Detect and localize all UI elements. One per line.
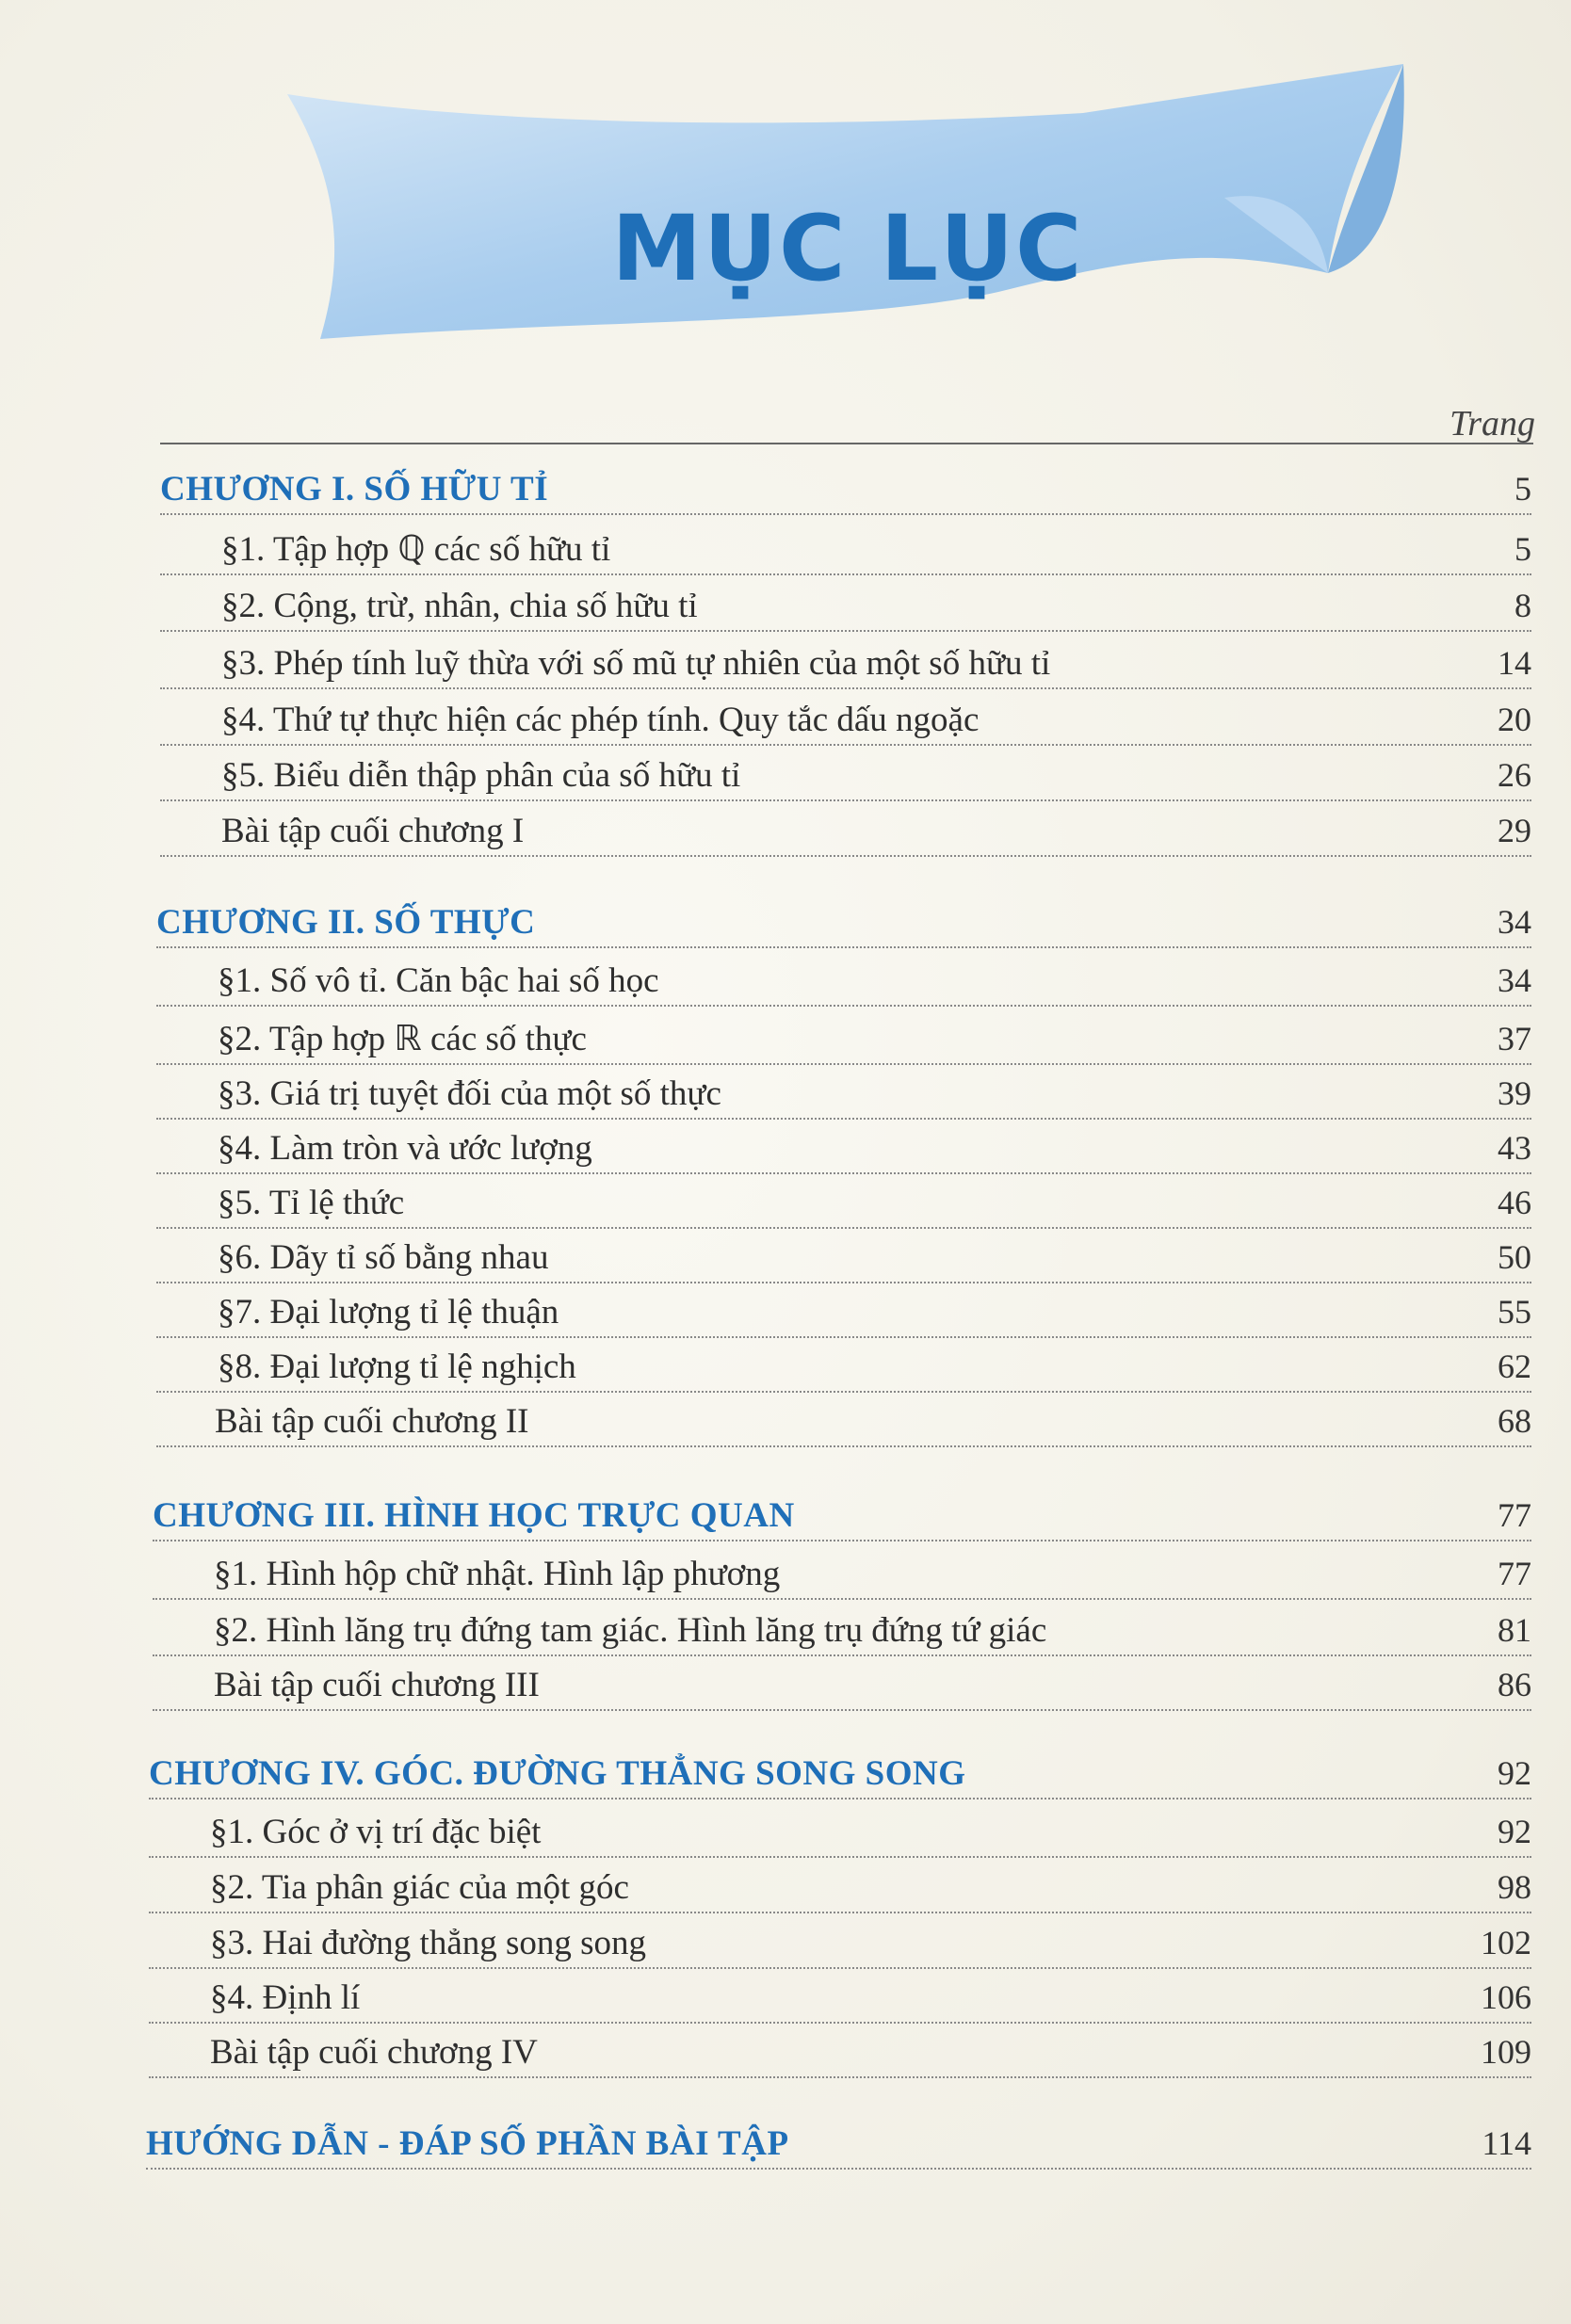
toc-section[interactable]	[160, 755, 1531, 801]
section-title: §3. Giá trị tuyệt đối của một số thực	[218, 1074, 721, 1113]
toc-chapter[interactable]	[160, 469, 1531, 515]
toc-section[interactable]	[149, 1923, 1531, 1969]
toc-chapter[interactable]	[153, 1495, 1531, 1541]
toc-chapter[interactable]	[149, 1753, 1531, 1799]
page-number: 43	[1498, 1129, 1531, 1167]
section-title: §2. Tập hợp ℝ các số thực	[218, 1020, 587, 1058]
toc-section[interactable]	[156, 1073, 1531, 1120]
page-number: 62	[1498, 1348, 1531, 1385]
page-column-label: Trang	[1450, 404, 1535, 444]
page-number: 86	[1498, 1666, 1531, 1703]
toc-section[interactable]	[160, 811, 1531, 857]
page-number: 37	[1498, 1020, 1531, 1057]
toc-section[interactable]	[149, 2032, 1531, 2078]
page-number: 46	[1498, 1184, 1531, 1221]
section-title: Bài tập cuối chương IV	[210, 2033, 538, 2072]
section-title: §1. Hình hộp chữ nhật. Hình lập phương	[214, 1555, 781, 1593]
page-number: 26	[1498, 756, 1531, 794]
section-title: §5. Tỉ lệ thức	[218, 1184, 405, 1222]
page-number: 5	[1514, 530, 1531, 568]
toc-section[interactable]	[156, 1237, 1531, 1283]
section-title: §6. Dãy tỉ số bằng nhau	[218, 1238, 549, 1277]
page-number: 20	[1498, 701, 1531, 738]
toc-section[interactable]	[156, 1018, 1531, 1065]
page-number: 68	[1498, 1402, 1531, 1440]
toc-answers[interactable]	[146, 2123, 1531, 2170]
page-number: 81	[1498, 1611, 1531, 1649]
toc-section[interactable]	[160, 528, 1531, 575]
section-title: §4. Làm tròn và ước lượng	[218, 1129, 592, 1168]
toc-section[interactable]	[153, 1610, 1531, 1656]
page-title: MỤC LỤC	[611, 196, 1084, 301]
page-number: 34	[1498, 903, 1531, 941]
section-title: §2. Hình lăng trụ đứng tam giác. Hình lăng trụ đứng tứ giác	[214, 1611, 1047, 1650]
page-number: 5	[1514, 470, 1531, 508]
toc-section[interactable]	[156, 1183, 1531, 1229]
page-number: 34	[1498, 961, 1531, 999]
page-number: 106	[1481, 1978, 1531, 2016]
chapter-title: CHƯƠNG III. HÌNH HỌC TRỰC QUAN	[153, 1496, 795, 1535]
page-number: 92	[1498, 1754, 1531, 1792]
toc-chapter[interactable]	[156, 902, 1531, 948]
page-number: 29	[1498, 812, 1531, 849]
toc-section[interactable]	[160, 586, 1531, 632]
answers-title: HƯỚNG DẪN - ĐÁP SỐ PHẦN BÀI TẬP	[146, 2124, 789, 2163]
page-number: 109	[1481, 2033, 1531, 2071]
section-title: §1. Số vô tỉ. Căn bậc hai số học	[218, 961, 659, 1000]
page-number: 77	[1498, 1496, 1531, 1534]
section-title: §8. Đại lượng tỉ lệ nghịch	[218, 1348, 576, 1386]
section-title: §3. Phép tính luỹ thừa với số mũ tự nhiên của một số hữu tỉ	[221, 644, 1051, 683]
page-number: 50	[1498, 1238, 1531, 1276]
toc-section[interactable]	[149, 1867, 1531, 1913]
page-number: 8	[1514, 587, 1531, 624]
page-number: 98	[1498, 1868, 1531, 1906]
section-title: Bài tập cuối chương I	[221, 812, 525, 850]
section-title: §4. Định lí	[210, 1978, 361, 2017]
page-number: 102	[1481, 1924, 1531, 1961]
toc-section[interactable]	[156, 960, 1531, 1007]
toc-section[interactable]	[153, 1554, 1531, 1600]
toc-section[interactable]	[153, 1665, 1531, 1711]
page-number: 114	[1482, 2124, 1531, 2162]
section-title: Bài tập cuối chương II	[215, 1402, 529, 1441]
toc-section[interactable]	[160, 643, 1531, 689]
toc-section[interactable]	[156, 1347, 1531, 1393]
section-title: §1. Tập hợp ℚ các số hữu tỉ	[221, 530, 611, 569]
section-title: §4. Thứ tự thực hiện các phép tính. Quy tắc dấu ngoặc	[221, 701, 980, 739]
chapter-title: CHƯƠNG II. SỐ THỰC	[156, 903, 536, 942]
toc-section[interactable]	[149, 1812, 1531, 1858]
page-number: 92	[1498, 1813, 1531, 1850]
section-title: §2. Cộng, trừ, nhân, chia số hữu tỉ	[221, 587, 698, 625]
toc-section[interactable]	[160, 700, 1531, 746]
page-number: 55	[1498, 1293, 1531, 1331]
page-number: 39	[1498, 1074, 1531, 1112]
section-title: §2. Tia phân giác của một góc	[210, 1868, 629, 1907]
section-title: §3. Hai đường thẳng song song	[210, 1924, 647, 1962]
chapter-title: CHƯƠNG I. SỐ HỮU TỈ	[160, 470, 549, 508]
page-number: 14	[1498, 644, 1531, 682]
toc-section[interactable]	[156, 1401, 1531, 1447]
section-title: §5. Biểu diễn thập phân của số hữu tỉ	[221, 756, 741, 795]
toc-section[interactable]	[149, 1977, 1531, 2024]
toc-section[interactable]	[156, 1128, 1531, 1174]
toc-section[interactable]	[156, 1292, 1531, 1338]
section-title: §7. Đại lượng tỉ lệ thuận	[218, 1293, 559, 1331]
section-title: Bài tập cuối chương III	[214, 1666, 540, 1704]
section-title: §1. Góc ở vị trí đặc biệt	[210, 1813, 542, 1851]
page-number: 77	[1498, 1555, 1531, 1592]
chapter-title: CHƯƠNG IV. GÓC. ĐƯỜNG THẲNG SONG SONG	[149, 1754, 966, 1793]
